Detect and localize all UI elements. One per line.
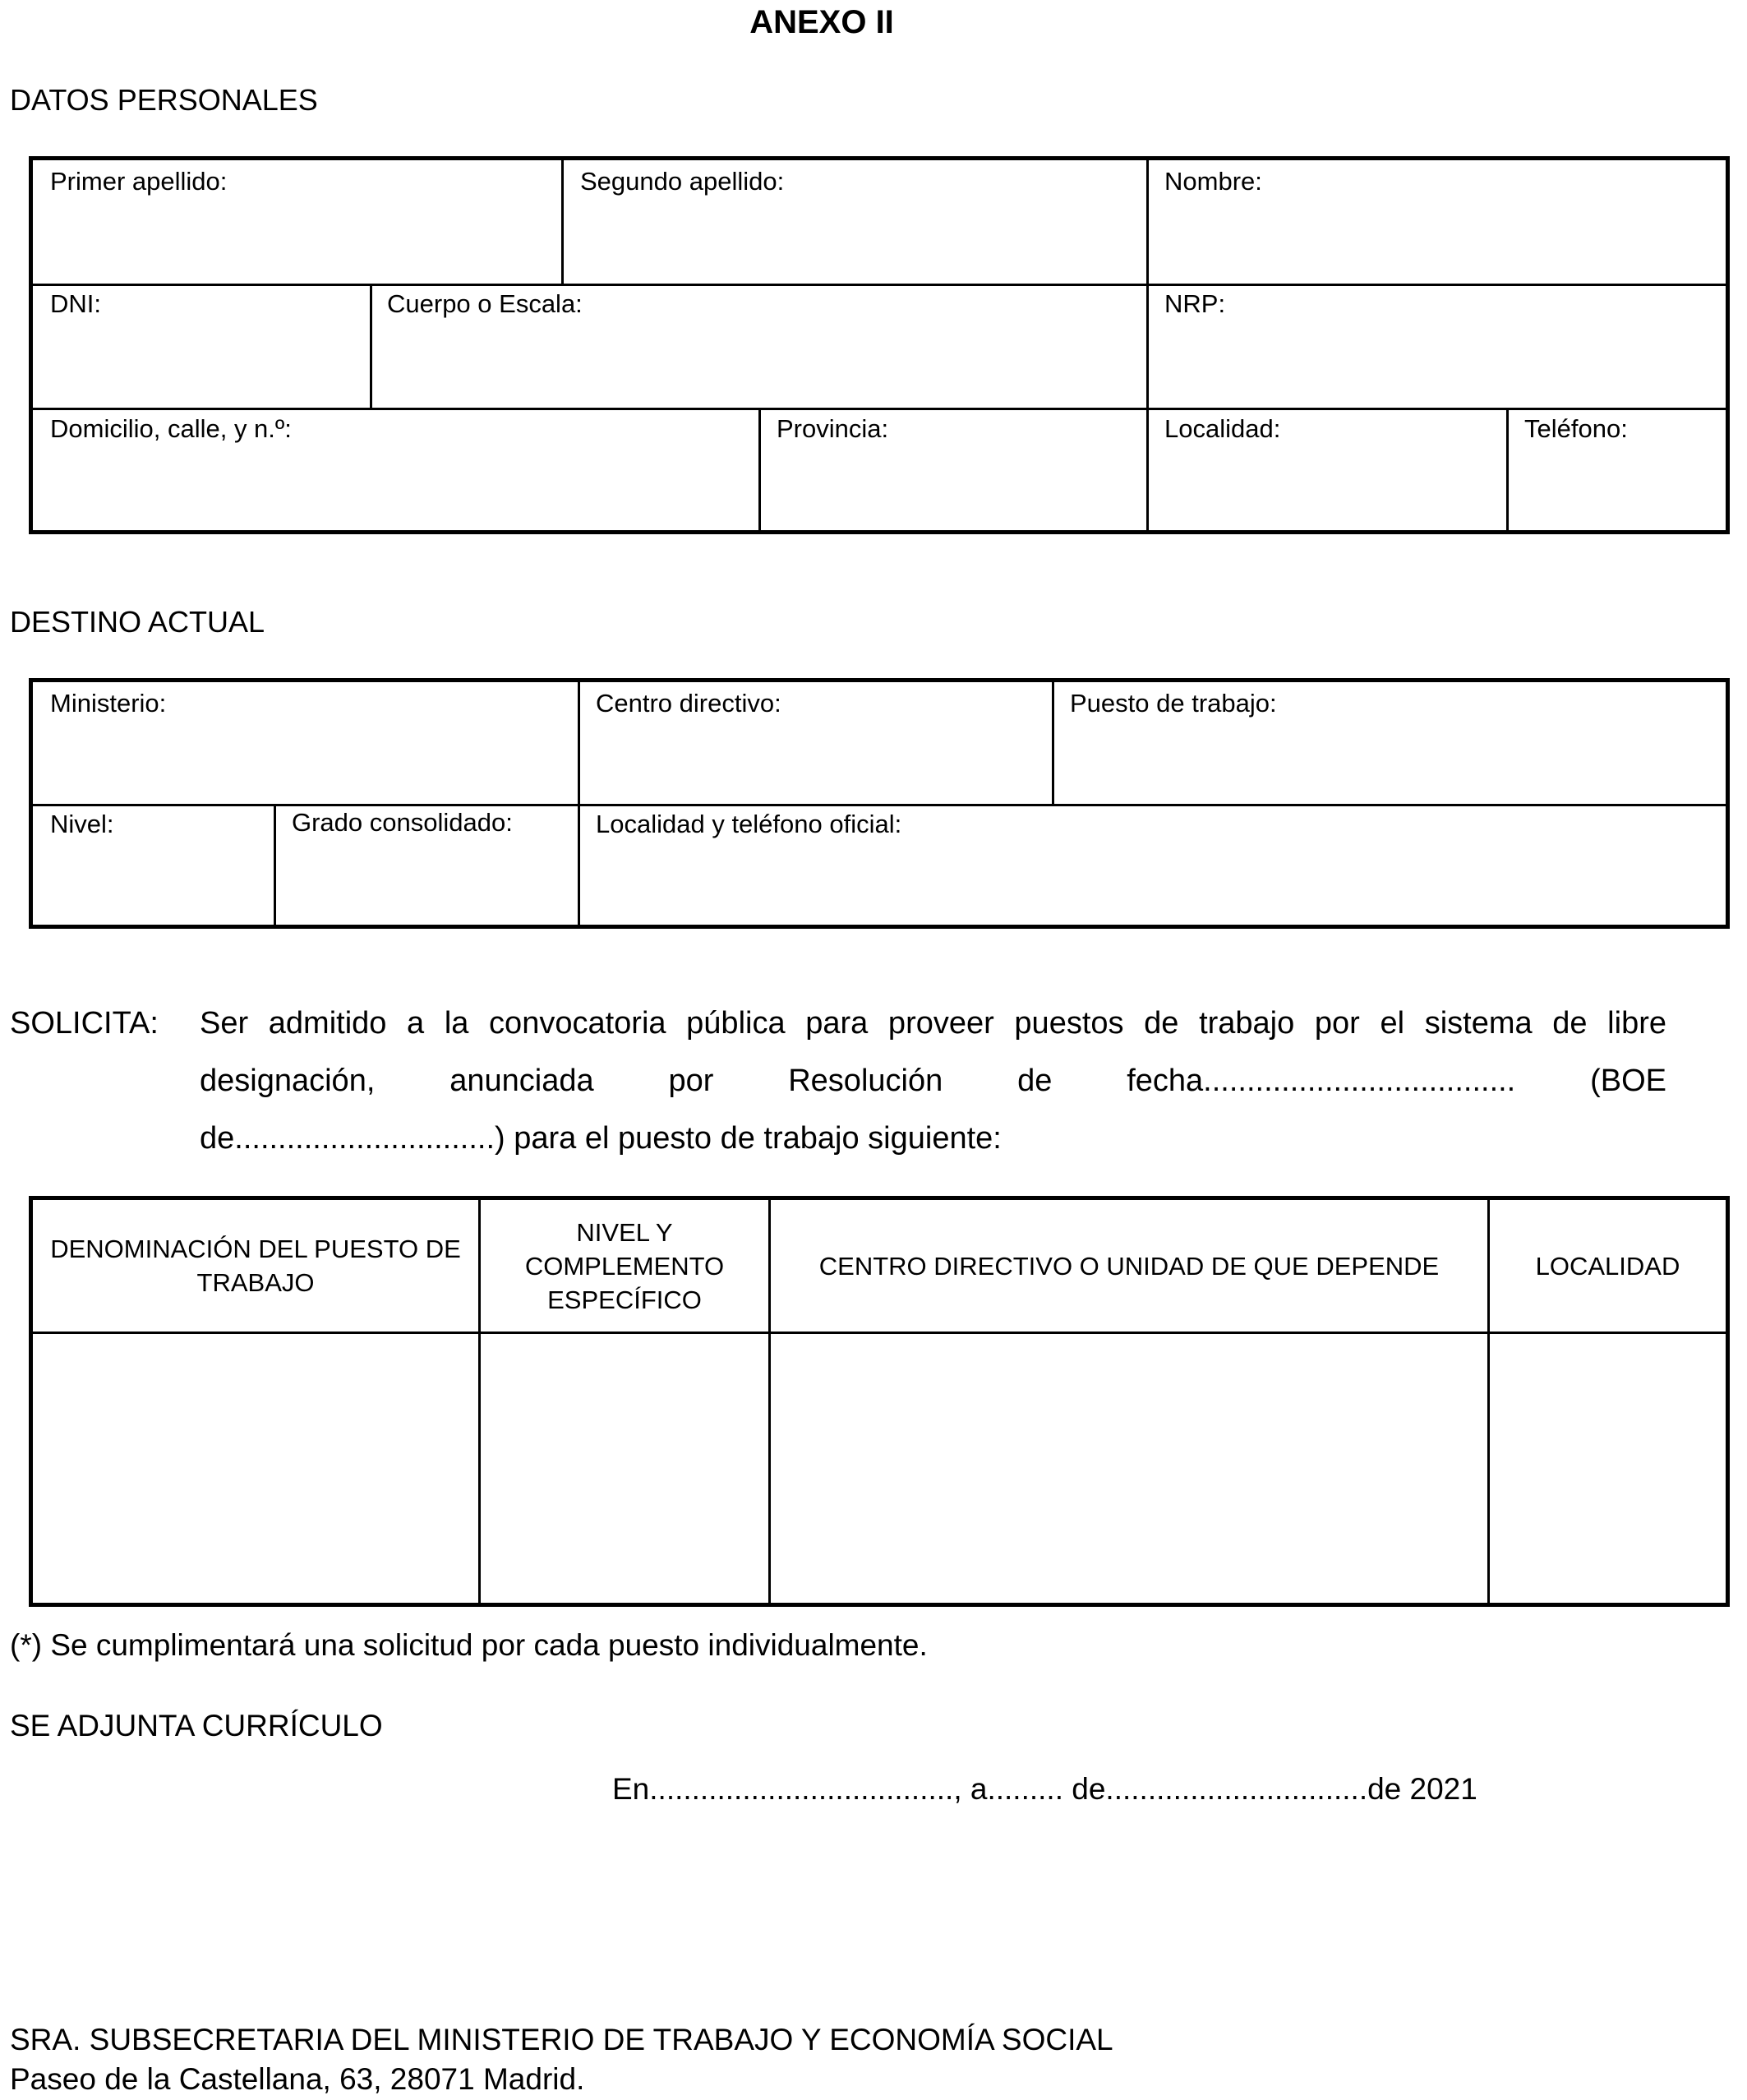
- field-primer-apellido[interactable]: Primer apellido:: [50, 167, 228, 196]
- field-centro-directivo[interactable]: Centro directivo:: [596, 689, 781, 718]
- field-puesto-trabajo[interactable]: Puesto de trabajo:: [1070, 689, 1277, 718]
- solicita-word: por: [668, 1064, 714, 1098]
- field-nombre[interactable]: Nombre:: [1164, 167, 1262, 196]
- solicita-line-1-text: Ser admitido a la convocatoria pública para proveer puestos de trabajo por el sistema de libre: [200, 1006, 1666, 1041]
- destinatario-line-1: SRA. SUBSECRETARIA DEL MINISTERIO DE TRABAJO Y ECONOMÍA SOCIAL: [10, 2023, 1113, 2056]
- header-centro-directivo: CENTRO DIRECTIVO O UNIDAD DE QUE DEPENDE: [818, 1251, 1440, 1281]
- datos-personales-table: [29, 156, 1730, 534]
- solicita-line-1: [200, 995, 1666, 1052]
- field-dni[interactable]: DNI:: [50, 289, 101, 318]
- input-nivel-complemento[interactable]: [481, 1334, 768, 1603]
- field-provincia[interactable]: Provincia:: [777, 414, 889, 443]
- field-localidad[interactable]: Localidad:: [1164, 414, 1281, 443]
- solicita-word: anunciada: [449, 1064, 594, 1098]
- field-domicilio[interactable]: Domicilio, calle, y n.º:: [50, 414, 292, 443]
- destino-actual-table: [29, 678, 1730, 929]
- header-denominacion: DENOMINACIÓN DEL PUESTO DE TRABAJO: [50, 1235, 461, 1297]
- solicita-line-3: de..............................) para el puesto de trabajo siguiente:: [200, 1121, 1002, 1156]
- solicita-word: designación,: [200, 1064, 376, 1098]
- field-telefono[interactable]: Teléfono:: [1524, 414, 1628, 443]
- header-localidad: LOCALIDAD: [1535, 1251, 1680, 1281]
- field-nrp[interactable]: NRP:: [1164, 289, 1226, 318]
- field-segundo-apellido[interactable]: Segundo apellido:: [580, 167, 785, 196]
- solicita-word: fecha....................................: [1127, 1064, 1516, 1098]
- field-ministerio[interactable]: Ministerio:: [50, 689, 167, 718]
- solicita-word: de: [1017, 1064, 1053, 1098]
- page-title: ANEXO II: [749, 4, 894, 40]
- datos-personales-heading: DATOS PERSONALES: [10, 83, 318, 117]
- field-grado-consolidado[interactable]: Grado consolidado:: [292, 808, 513, 837]
- header-nivel-complemento: NIVEL Y COMPLEMENTO ESPECÍFICO: [524, 1217, 725, 1314]
- input-centro-directivo[interactable]: [771, 1334, 1487, 1603]
- footnote: (*) Se cumplimentará una solicitud por cada puesto individualmente.: [10, 1628, 928, 1662]
- solicita-label: SOLICITA:: [10, 1006, 159, 1041]
- field-nivel[interactable]: Nivel:: [50, 810, 114, 838]
- field-localidad-telefono[interactable]: Localidad y teléfono oficial:: [596, 810, 902, 838]
- field-cuerpo-escala[interactable]: Cuerpo o Escala:: [387, 289, 583, 318]
- puesto-table: [29, 1196, 1730, 1607]
- adjunta-curriculo: SE ADJUNTA CURRÍCULO: [10, 1709, 383, 1742]
- fecha-line: En...................................., a......... de...............................de 2021: [612, 1772, 1477, 1806]
- destino-actual-heading: DESTINO ACTUAL: [10, 605, 265, 639]
- input-localidad[interactable]: [1490, 1334, 1726, 1603]
- input-denominacion[interactable]: [33, 1334, 478, 1603]
- solicita-line-2: [200, 1052, 1666, 1110]
- solicita-word: Resolución: [788, 1064, 943, 1098]
- destinatario-line-2: Paseo de la Castellana, 63, 28071 Madrid.: [10, 2062, 585, 2096]
- solicita-word: (BOE: [1590, 1064, 1666, 1098]
